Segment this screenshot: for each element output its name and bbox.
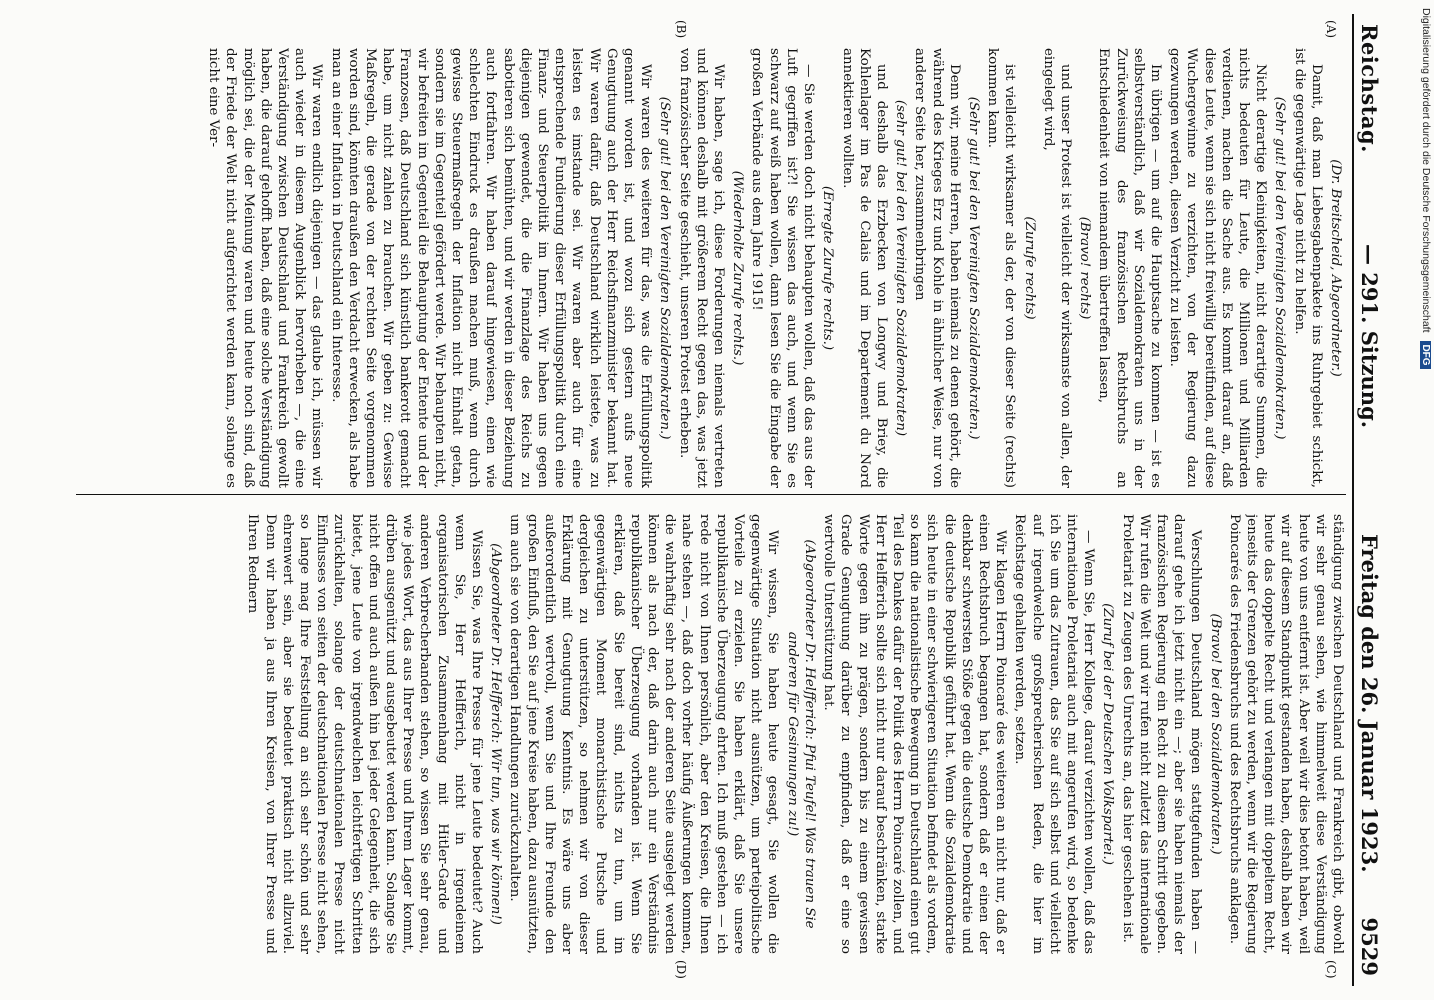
interjection: (Erregte Zurufe rechts.) bbox=[820, 185, 836, 351]
paragraph: Wissen Sie, was Ihre Presse für jene Leute bedeutet? Auch wenn Sie, Herr Helfferich, nicht in irgendeinem organisatorischen Zusammenhang mit Hitler-Garde und anderen Verbrecherbanden stehen, so wissen Sie sehr genau, wie jedes Wort, das aus Ihrer Presse und Ihrem Lager kommt, drüben ausgenützt und ausgebeutet werden kann. Solange Sie nicht offen und auch außen hin bei jeder Gelegenheit, die sich bietet, jene Leute von irgendwelchen leichtfertigen Schritten zurückhalten, solange der deutschnationalen Presse nicht Einflusses von seiten der deutschnationalen Presse nicht sehen, so lange mag Ihre Feststellung an sich sehr schön und sehr ehrenwert sein, aber sie bedeutet praktisch nicht allzuviel. Denn wir haben ja aus Ihren Kreisen, von Ihrer Presse und Ihren Rednern bbox=[245, 514, 485, 954]
interjection: (Wiederholte Zurufe rechts.) bbox=[730, 170, 746, 366]
margin-marker-c: (C) bbox=[1324, 960, 1338, 979]
paragraph: Nicht derartige Kleinigkeiten, nicht derartige Summen, die nichts bedeuten für Leute, die Millionen und Milliarden verdienen, machen die Sache aus. Es kommt darauf an, daß diese Leute, wenn sie sich nicht freiwillig bereitfinden, auf diese Wuchergewinne zu verzichten, von der Regierung dazu gezwungen werden, diesen Verzicht zu leisten. bbox=[1167, 48, 1269, 488]
interjection: (Sehr gut! bei den Vereinigten Sozialdemokraten.) bbox=[1272, 96, 1288, 440]
paragraph: und deshalb das Erzbecken von Longwy und Briey, die Kohlenlager im Pas de Calais und im Departement du Nord annektieren wollten. bbox=[839, 48, 889, 488]
left-column bbox=[76, 48, 1346, 488]
paragraph: Wir haben, sage ich, diese Forderungen niemals vertreten und können deshalb mit größerem Recht gegen das, was jetzt von französischer Seite geschieht, unseren Protest erheben. bbox=[676, 48, 727, 488]
paragraph: Damit, daß man Liebesgabenpakete ins Ruhrgebiet schickt, ist die gegenwärtige Lage nicht zu helfen. bbox=[1291, 48, 1324, 488]
right-column bbox=[76, 514, 1346, 954]
interjection: (Abgeordneter Dr. Helfferich: Wir tun, was wir können!) bbox=[488, 543, 504, 925]
margin-marker-a: (A) bbox=[1324, 20, 1338, 39]
rotated-page-frame bbox=[58, 14, 1388, 986]
paragraph: ständigung zwischen Deutschland und Frankreich gibt, obwohl wir sehr genau sehen, wie himmelweit diese Verständigung heute von uns entfernt ist. Aber weil wir dies betont haben, weil wir auf diesem Standpunkt gestanden haben, deshalb haben wir heute das doppelte Recht und verlangen mit doppeltem Recht, jenseits der Grenzen gehört zu werden, wenn wir die Regierung Poincarés des Friedensbruchs und des Rechtsbruchs anklagen. bbox=[1226, 514, 1345, 954]
interjection: (Bravo! rechts) bbox=[1077, 216, 1093, 320]
interjection: (sehr gut! bei den Vereinigten Sozialdemokraten) bbox=[893, 99, 909, 437]
header-date: Freitag den 26. Januar 1923. bbox=[1357, 534, 1382, 873]
interjection: (Zuruf bei der Deutschen Volkspartei.) bbox=[1100, 603, 1116, 865]
page-number: 9529 bbox=[1357, 917, 1382, 976]
paragraph: — Sie werden doch nicht behaupten wollen, daß das aus der Luft gegriffen ist?! Sie wissen das auch, und wenn Sie es schwarz auf weiß haben wollen, dann lesen Sie die Eingabe der großen Verbände aus dem Jahre 1915! bbox=[749, 48, 817, 488]
paragraph: Im übrigen — um auf die Hauptsache zu kommen — ist es selbstverständlich, daß wir Sozialdemokraten uns in der Zurückweisung des französischen Rechtsbruchs an Entschiedenheit von niemandem übertreffen lassen, bbox=[1096, 48, 1163, 488]
paragraph: Wir waren endlich diejenigen — das glaube ich, müssen wir auch wieder in diesem Augenblick hervorheben —, die eine Verständigung zwischen Deutschland und Frankreich gewollt haben, die darauf gehofft haben, daß eine solche Verständigung möglich sei, die der Meinung waren und heute noch sind, daß der Friede der Welt nicht aufgerichtet werden kann, solange es nicht eine Ver- bbox=[206, 48, 325, 488]
interjection: (Zurufe rechts) bbox=[1021, 216, 1037, 320]
paragraph: und unser Protest ist vielleicht der wirksamste von allen, der eingelegt wird, bbox=[1040, 48, 1073, 488]
credit-text: Digitalisierung gefördert durch die Deutsche Forschungsgemeinschaft bbox=[1420, 8, 1432, 333]
interjection: (Sehr gut! bei den Vereinigten Sozialdemokraten.) bbox=[657, 96, 673, 440]
margin-marker-d: (D) bbox=[674, 960, 688, 979]
speaker-line: (Dr. Breitscheid, Abgeordneter.) bbox=[1328, 159, 1343, 377]
interjection: (Abgeordneter Dr. Helfferich: Pfui Teufel! Was trauen Sie anderen für Gesinnungen zu!) bbox=[784, 539, 817, 929]
header-reichstag: Reichstag. bbox=[1357, 24, 1382, 153]
paragraph: Wir wissen, Sie haben heute gesagt, Sie wollen die gegenwärtige Situation nicht ausnützen, um parteipolitische Vorteile zu erzielen. Sie haben erklärt, daß Sie unsere republikanische Überzeugung ehrten. Ich muß gestehen — ich rede nicht von Ihnen persönlich, aber den Kreisen, die Ihnen nahe stehen —, daß doch vorher häufig Äußerungen kommen, die wahrhaftig sehr nach der anderen Seite ausgelegt werden können als nach der, daß darin auch nur ein Verständnis republikanischer Überzeugung vorhanden ist. Wenn Sie erklären, daß Sie bereit sind, nichts zu tun, um im gegenwärtigen Moment monarchistische Putsche und dergleichen zu unterstützen, so nehmen wir von dieser Erklärung mit Genugtuung Kenntnis. Es wäre uns aber außerordentlich wertvoll, wenn Sie und Ihre Freunde den großen Einfluß, den Sie auf jene Kreise haben, dazu ausnützten, um auch sie von derartigen Handlungen zurückzuhalten. bbox=[507, 514, 781, 954]
paragraph: ist vielleicht wirksamer als der, der von dieser Seite (rechts) kommen kann. bbox=[985, 48, 1018, 488]
running-header bbox=[1352, 14, 1388, 986]
margin-marker-b: (B) bbox=[674, 20, 688, 39]
interjection: (Bravo! bei den Sozialdemokraten.) bbox=[1207, 613, 1223, 855]
dfg-logo: DFG bbox=[1420, 341, 1431, 368]
paragraph: — Wenn Sie, Herr Kollege, darauf verzichten wollen, daß das internationale Proletariat auch mit angerufen wird, so bedenke ich Sie um das Zutrauen, das Sie auf sich selbst und vielleicht auf irgendwelche großsprecherischen Reden, die hier im Reichstage gehalten werden, setzen. bbox=[1012, 514, 1097, 954]
header-session: — 291. Sitzung. bbox=[1357, 244, 1382, 429]
column-divider bbox=[76, 494, 1346, 495]
paragraph: Wir klagen Herrn Poincaré des weiteren an nicht nur, daß er einen Rechtsbruch begangen hat, sondern daß er einen der denkbar schwersten Stöße gegen die deutsche Demokratie und die deutsche Republik geführt hat. Wenn die Sozialdemokratie sich heute in einer schwierigeren Situation befindet als vordem, so kann die nationalistische Bewegung in Deutschland einen gut Teil des Dankes dafür der Politik des Herrn Poincaré zollen, und Herr Helfferich sollte sich nicht nur darauf beschränken, starke Worte gegen ihn zu prägen, sondern bis zu einem gewissen Grade Genugtuung darüber zu empfinden, daß er eine so wertvolle Unterstützung hat. bbox=[821, 514, 1009, 954]
interjection: (Sehr gut! bei den Vereinigten Sozialdemokraten.) bbox=[965, 96, 981, 440]
paragraph: Verschlungen Deutschland mögen stattgefunden haben — darauf gehe ich jetzt nicht ein —; aber sie haben niemals der französischen Regierung ein Recht zu diesem Schritt gegeben. Wir rufen die Welt und wir rufen nicht zuletzt das internationale Proletariat zu Zeugen des Unrechts an, das hier geschehen ist. bbox=[1119, 514, 1204, 954]
digitization-credit bbox=[1412, 8, 1432, 992]
paragraph: Wir waren des weiteren für das, was die Erfüllungspolitik genannt worden ist, und wozu sich gestern aufs neue Genugtuung auch der Herr Reichsfinanzminister bekannt hat. Wir waren dafür, daß Deutschland wirklich leistete, was zu leisten es imstande sei. Wir waren aber auch für eine entsprechende Fundierung dieser Erfüllungspolitik durch eine Finanz- und Steuerpolitik im Innern. Wir haben uns gegen diejenigen gewendet, die die Finanzlage des Reichs zu sabotieren sich bemühten, und wir werden in dieser Beziehung auch fortfahren. Wir haben darauf hingewiesen, einen wie schlechten Eindruck es draußen machen muß, wenn durch gewisse Steuermaßregeln der Inflation nicht Einhalt getan, sondern sie im Gegenteil gefördert werde. Wir behaupten nicht, wir befreiten im Gegenteil die Behauptung der Entente und der Franzosen, daß Deutschland sich künstlich bankerott gemacht habe, um nicht zahlen zu brauchen. Wir geben zu: Gewisse Maßregeln, die gerade von der rechten Seite vorgenommen worden sind, könnten draußen den Verdacht erwecken, als habe man an einer Inflation in Deutschland ein Interesse. bbox=[328, 48, 654, 488]
paragraph: Denn wir, meine Herren, haben niemals zu denen gehört, die während des Krieges Erz und Kohle in ähnlicher Weise, nur von anderer Seite her, zusammenbringen bbox=[912, 48, 962, 488]
